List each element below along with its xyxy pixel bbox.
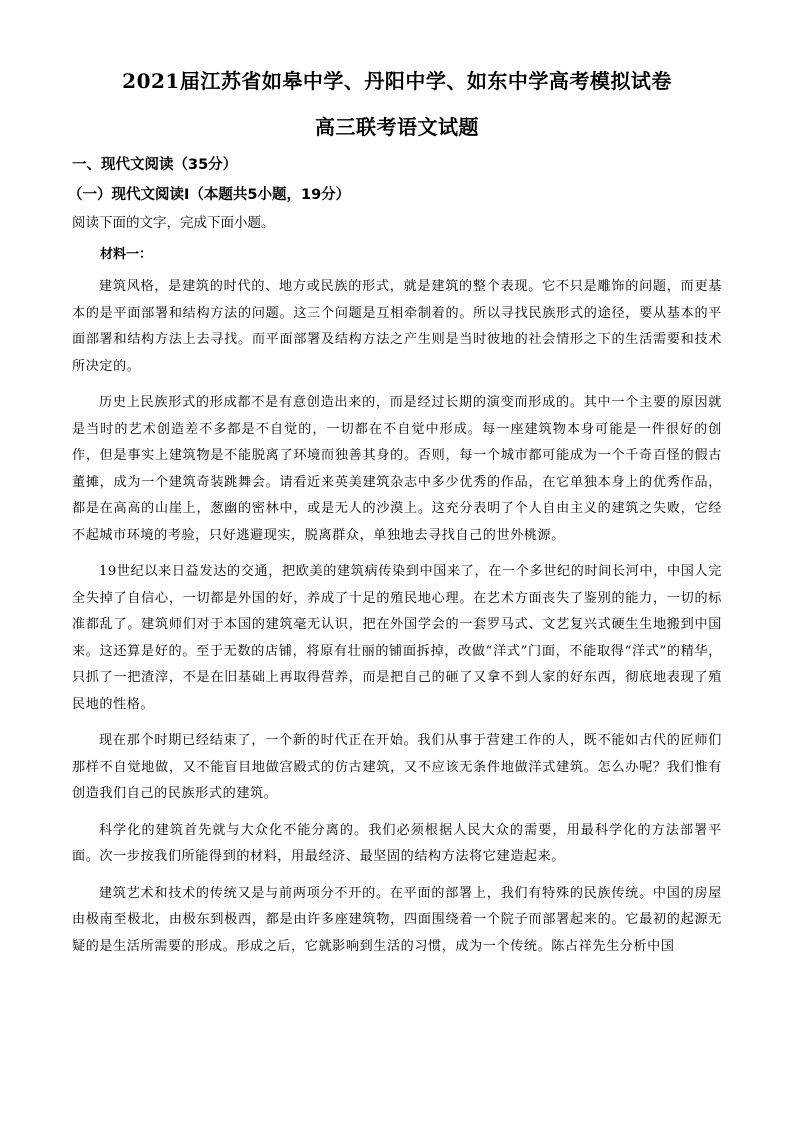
paragraph-6: 建筑艺术和技术的传统又是与前两项分不开的。在平面的部署上，我们有特殊的民族传统。中国的房屋由极南至极北，由极东到极西，都是由许多座建筑物，四面围绕着一个院子而部署起来的。它最初的起源无疑的是生活所需要的形成。形成之后，它就影响到生活的习惯，成为一个传统。陈占祥先生分析中国 [72, 885, 722, 954]
sub-section-heading: （一）现代文阅读Ⅰ（本题共5小题，19分） [68, 187, 351, 203]
paragraph-3: 19世纪以来日益发达的交通，把欧美的建筑病传染到中国来了，在一个多世纪的时间长河中，中国人完全失掉了自信心，一切都是外国的好，养成了十足的殖民地心理。在艺术方面丧失了鉴别的能力，一切的标准都乱了。建筑师们对于本国的建筑毫无认识，把在外国学会的一套罗马式、文艺复兴式硬生生地搬到中国来。这还算是好的。至于无数的店铺，将原有壮丽的铺面拆掉，改做“洋式”门面，不能取得“洋式”的精华，只抓了一把渣滓，不是在旧基础上再取得营养，而是把自己的砸了又拿不到人家的好东西，彻底地表现了殖民地的性格。 [72, 564, 722, 712]
document-title-line1: 2021届江苏省如皋中学、丹阳中学、如东中学高考模拟试卷 [122, 69, 672, 93]
reading-instruction: 阅读下面的文字，完成下面小题。 [72, 215, 275, 231]
paragraph-4: 现在那个时期已经结束了，一个新的时代正在开始。我们从事于营建工作的人，既不能如古代的匠师们那样不自觉地做，又不能盲目地做宫殿式的仿古建筑，又不应该无条件地做洋式建筑。怎么办呢？我们惟有创造我们自己的民族形式的建筑。 [72, 733, 722, 801]
document-title-line2: 高三联考语文试题 [315, 115, 479, 139]
section-heading: 一、现代文阅读（35分） [72, 157, 238, 173]
paragraph-5: 科学化的建筑首先就与大众化不能分离的。我们必须根据人民大众的需要，用最科学化的方法部署平面。次一步按我们所能得到的材料，用最经济、最坚固的结构方法将它建造起来。 [72, 822, 722, 864]
paragraph-2: 历史上民族形式的形成都不是有意创造出来的，而是经过长期的演变而形成的。其中一个主要的原因就是当时的艺术创造差不多都是不自觉的，一切都在不自觉中形成。每一座建筑物本身可能是一件很好的创作，但是事实上建筑物是不能脱离了环境而独善其身的。否则，每一个城市都可能成为一个千奇百怪的假古董摊，成为一个建筑奇装跳舞会。请看近来英美建筑杂志中多少优秀的作品，在它单独本身上的优秀作品，都是在高高的山崖上，葱幽的密林中，或是无人的沙漠上。这充分表明了个人自由主义的建筑之失败，它经不起城市环境的考验，只好逃避现实，脱离群众，单独地去寻找自己的世外桃源。 [72, 395, 722, 543]
paragraph-1: 建筑风格，是建筑的时代的、地方或民族的形式，就是建筑的整个表现。它不只是雕饰的问题，而更基本的是平面部署和结构方法的问题。这三个问题是互相牵制着的。所以寻找民族形式的途径，要从基本的平面部署和结构方法上去寻找。而平面部署及结构方法之产生则是当时彼地的社会情形之下的生活需要和技术所决定的。 [72, 279, 722, 374]
material-label: 材料一： [100, 247, 153, 262]
